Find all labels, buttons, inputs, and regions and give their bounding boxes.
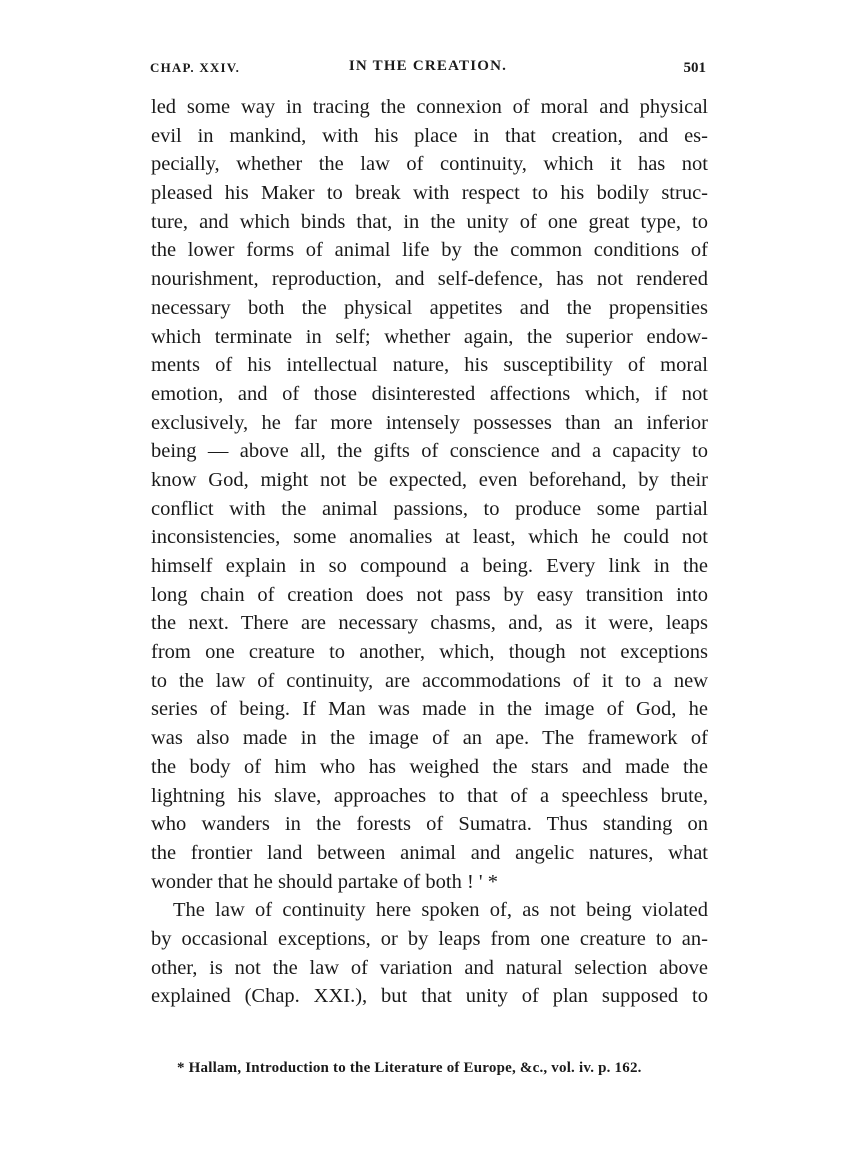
text-line: long chain of creation does not pass by easy transition into xyxy=(151,583,708,606)
text-line: by occasional exceptions, or by leaps from one creature to an- xyxy=(151,927,708,950)
text-line: the next. There are necessary chasms, and, as it were, leaps xyxy=(151,612,708,635)
text-line: inconsistencies, some anomalies at least, which he could not xyxy=(151,526,708,549)
paragraph-start-line: The law of continuity here spoken of, as not being violated xyxy=(173,899,708,922)
body-text xyxy=(151,93,708,1011)
text-line: emotion, and of those disinterested affections which, if not xyxy=(151,382,708,405)
text-line: himself explain in so compound a being. Every link in the xyxy=(151,555,708,577)
footnote: * Hallam, Introduction to the Literature of Europe, &c., vol. iv. p. 162. xyxy=(177,1060,642,1076)
text-line: being — above all, the gifts of conscience and a capacity to xyxy=(151,440,708,463)
text-line: conflict with the animal passions, to produce some partial xyxy=(151,497,708,520)
text-line: necessary both the physical appetites and the propensities xyxy=(151,296,708,319)
text-line: ture, and which binds that, in the unity of one great type, to xyxy=(151,210,708,233)
text-line: to the law of continuity, are accommodations of it to a new xyxy=(151,669,708,692)
page-number: 501 xyxy=(683,60,706,76)
text-line: exclusively, he far more intensely possesses than an inferior xyxy=(151,411,708,434)
text-line: the body of him who has weighed the stars and made the xyxy=(151,755,708,778)
text-line: pecially, whether the law of continuity, which it has not xyxy=(151,153,708,176)
text-line: explained (Chap. XXI.), but that unity of plan supposed to xyxy=(151,985,708,1008)
chapter-label: CHAP. XXIV. xyxy=(150,60,241,75)
text-line: who wanders in the forests of Sumatra. Thus standing on xyxy=(151,813,708,836)
running-title: IN THE CREATION. xyxy=(348,58,508,74)
text-line: was also made in the image of an ape. The framework of xyxy=(151,727,708,750)
text-line: the frontier land between animal and angelic natures, what xyxy=(151,841,708,864)
text-line: other, is not the law of variation and natural selection above xyxy=(151,956,708,979)
text-line: know God, might not be expected, even beforehand, by their xyxy=(151,468,708,491)
text-line: from one creature to another, which, though not exceptions xyxy=(151,641,708,664)
text-line: nourishment, reproduction, and self-defence, has not rendered xyxy=(151,268,708,291)
text-line: ments of his intellectual nature, his susceptibility of moral xyxy=(151,354,708,377)
text-line: which terminate in self; whether again, the superior endow- xyxy=(151,325,708,348)
running-head xyxy=(150,58,706,84)
text-line: the lower forms of animal life by the common conditions of xyxy=(151,239,708,262)
text-line: series of being. If Man was made in the image of God, he xyxy=(151,698,708,721)
text-line: lightning his slave, approaches to that of a speechless brute, xyxy=(151,784,708,807)
text-line: pleased his Maker to break with respect to his bodily struc- xyxy=(151,182,708,205)
text-line: evil in mankind, with his place in that creation, and es- xyxy=(151,124,708,147)
text-line: led some way in tracing the connexion of moral and physical xyxy=(151,96,708,118)
text-line: wonder that he should partake of both ! ' * xyxy=(151,870,498,893)
